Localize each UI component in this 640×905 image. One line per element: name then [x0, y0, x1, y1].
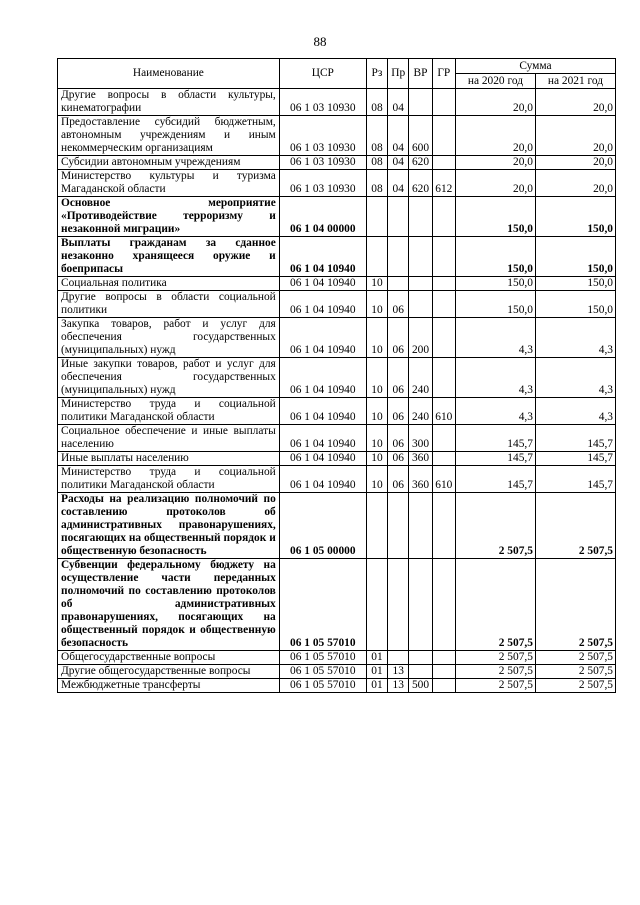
- row-csr-cell: 06 1 04 00000: [279, 197, 366, 237]
- row-pr-cell: 04: [388, 156, 409, 170]
- row-2020-cell: 20,0: [455, 116, 535, 156]
- table-row: [58, 679, 616, 693]
- row-rz-cell: 08: [366, 89, 387, 116]
- row-vr-cell: 300: [409, 425, 432, 452]
- row-csr-cell: 06 1 04 10940: [279, 277, 366, 291]
- row-gr-cell: [432, 665, 455, 679]
- table-row: [58, 452, 616, 466]
- row-csr-cell: 06 1 04 10940: [279, 466, 366, 493]
- row-rz-cell: 08: [366, 116, 387, 156]
- row-csr-cell: 06 1 04 10940: [279, 237, 366, 277]
- row-name-cell: Субсидии автономным учреждениям: [58, 156, 280, 170]
- row-2020-cell: 150,0: [455, 277, 535, 291]
- row-vr-cell: [409, 89, 432, 116]
- header-vr: ВР: [409, 59, 432, 89]
- row-pr-cell: 04: [388, 116, 409, 156]
- row-2020-cell: 2 507,5: [455, 665, 535, 679]
- row-pr-cell: 06: [388, 398, 409, 425]
- row-csr-cell: 06 1 05 57010: [279, 651, 366, 665]
- header-pr: Пр: [388, 59, 409, 89]
- row-pr-cell: [388, 197, 409, 237]
- row-vr-cell: [409, 559, 432, 651]
- row-vr-cell: 500: [409, 679, 432, 693]
- row-2021-cell: 20,0: [535, 156, 615, 170]
- row-2020-cell: 4,3: [455, 358, 535, 398]
- row-name-cell: Иные выплаты населению: [58, 452, 280, 466]
- row-pr-cell: 06: [388, 358, 409, 398]
- row-gr-cell: [432, 116, 455, 156]
- row-pr-cell: 13: [388, 679, 409, 693]
- row-gr-cell: [432, 559, 455, 651]
- page-number: 88: [313, 34, 327, 49]
- row-gr-cell: [432, 651, 455, 665]
- header-name: Наименование: [58, 59, 280, 89]
- row-pr-cell: 06: [388, 466, 409, 493]
- table-row: [58, 277, 616, 291]
- row-2020-cell: 20,0: [455, 170, 535, 197]
- row-pr-cell: [388, 493, 409, 559]
- row-rz-cell: [366, 493, 387, 559]
- row-2020-cell: 4,3: [455, 318, 535, 358]
- row-name-cell: Министерство труда и социальной политики Магаданской области: [58, 466, 280, 493]
- table-row: [58, 89, 616, 116]
- row-rz-cell: [366, 559, 387, 651]
- row-gr-cell: [432, 89, 455, 116]
- row-gr-cell: 610: [432, 466, 455, 493]
- row-csr-cell: 06 1 05 57010: [279, 679, 366, 693]
- row-vr-cell: [409, 291, 432, 318]
- row-2021-cell: 150,0: [535, 291, 615, 318]
- row-vr-cell: 200: [409, 318, 432, 358]
- table-row: [58, 651, 616, 665]
- row-csr-cell: 06 1 03 10930: [279, 116, 366, 156]
- row-rz-cell: 08: [366, 170, 387, 197]
- table-row: [58, 425, 616, 452]
- table-row: [58, 170, 616, 197]
- row-csr-cell: 06 1 05 57010: [279, 559, 366, 651]
- row-2020-cell: 2 507,5: [455, 493, 535, 559]
- row-gr-cell: [432, 358, 455, 398]
- row-2020-cell: 150,0: [455, 197, 535, 237]
- row-2021-cell: 150,0: [535, 237, 615, 277]
- row-2020-cell: 4,3: [455, 398, 535, 425]
- header-sum: Сумма: [455, 59, 615, 74]
- row-2020-cell: 20,0: [455, 89, 535, 116]
- row-2021-cell: 145,7: [535, 452, 615, 466]
- row-csr-cell: 06 1 03 10930: [279, 89, 366, 116]
- row-rz-cell: 10: [366, 291, 387, 318]
- row-2020-cell: 2 507,5: [455, 651, 535, 665]
- header-gr: ГР: [432, 59, 455, 89]
- row-2020-cell: 145,7: [455, 425, 535, 452]
- row-pr-cell: 06: [388, 318, 409, 358]
- table-row: [58, 466, 616, 493]
- row-name-cell: Основное мероприятие «Противодействие терроризму и незаконной миграции»: [58, 197, 280, 237]
- row-2020-cell: 2 507,5: [455, 679, 535, 693]
- row-gr-cell: [432, 156, 455, 170]
- row-2021-cell: 2 507,5: [535, 559, 615, 651]
- row-name-cell: Общегосударственные вопросы: [58, 651, 280, 665]
- row-csr-cell: 06 1 03 10930: [279, 170, 366, 197]
- row-2020-cell: 145,7: [455, 452, 535, 466]
- row-name-cell: Субвенции федеральному бюджету на осуществление части переданных полномочий по составлению протоколов об административных правонарушениях, посягающих на общественный порядок и общественную безопасность: [58, 559, 280, 651]
- row-vr-cell: [409, 197, 432, 237]
- row-2021-cell: 4,3: [535, 398, 615, 425]
- row-gr-cell: [432, 318, 455, 358]
- row-gr-cell: [432, 425, 455, 452]
- table-row: [58, 291, 616, 318]
- row-pr-cell: 04: [388, 170, 409, 197]
- row-gr-cell: [432, 291, 455, 318]
- row-rz-cell: 10: [366, 358, 387, 398]
- row-name-cell: Расходы на реализацию полномочий по составлению протоколов об административных правонарушениях, посягающих на общественный порядок и общественную безопасность: [58, 493, 280, 559]
- row-vr-cell: 240: [409, 358, 432, 398]
- row-rz-cell: 01: [366, 679, 387, 693]
- row-gr-cell: [432, 237, 455, 277]
- row-vr-cell: [409, 493, 432, 559]
- row-csr-cell: 06 1 04 10940: [279, 452, 366, 466]
- table-row: [58, 197, 616, 237]
- row-rz-cell: 10: [366, 466, 387, 493]
- header-csr: ЦСР: [279, 59, 366, 89]
- row-2020-cell: 20,0: [455, 156, 535, 170]
- row-gr-cell: [432, 277, 455, 291]
- row-2020-cell: 150,0: [455, 291, 535, 318]
- row-rz-cell: 01: [366, 665, 387, 679]
- row-name-cell: Социальное обеспечение и иные выплаты населению: [58, 425, 280, 452]
- row-2020-cell: 150,0: [455, 237, 535, 277]
- row-name-cell: Другие вопросы в области социальной политики: [58, 291, 280, 318]
- row-2020-cell: 2 507,5: [455, 559, 535, 651]
- row-pr-cell: [388, 651, 409, 665]
- row-name-cell: Выплаты гражданам за сданное незаконно хранящееся оружие и боеприпасы: [58, 237, 280, 277]
- table-row: [58, 559, 616, 651]
- row-name-cell: Иные закупки товаров, работ и услуг для обеспечения государственных (муниципальных) нужд: [58, 358, 280, 398]
- row-rz-cell: 10: [366, 398, 387, 425]
- row-vr-cell: [409, 651, 432, 665]
- row-pr-cell: [388, 559, 409, 651]
- table-row: [58, 318, 616, 358]
- row-vr-cell: 360: [409, 452, 432, 466]
- row-rz-cell: [366, 237, 387, 277]
- row-csr-cell: 06 1 04 10940: [279, 318, 366, 358]
- row-pr-cell: 06: [388, 425, 409, 452]
- table-row: [58, 237, 616, 277]
- row-2021-cell: 2 507,5: [535, 679, 615, 693]
- row-gr-cell: [432, 452, 455, 466]
- row-2021-cell: 4,3: [535, 358, 615, 398]
- row-rz-cell: 01: [366, 651, 387, 665]
- row-name-cell: Межбюджетные трансферты: [58, 679, 280, 693]
- row-csr-cell: 06 1 05 00000: [279, 493, 366, 559]
- row-2021-cell: 2 507,5: [535, 651, 615, 665]
- row-2021-cell: 150,0: [535, 197, 615, 237]
- row-csr-cell: 06 1 05 57010: [279, 665, 366, 679]
- row-pr-cell: 13: [388, 665, 409, 679]
- row-csr-cell: 06 1 04 10940: [279, 291, 366, 318]
- row-name-cell: Министерство труда и социальной политики Магаданской области: [58, 398, 280, 425]
- header-2020: на 2020 год: [455, 74, 535, 89]
- row-vr-cell: [409, 237, 432, 277]
- row-vr-cell: 620: [409, 170, 432, 197]
- row-gr-cell: [432, 197, 455, 237]
- table-row: [58, 398, 616, 425]
- row-gr-cell: [432, 679, 455, 693]
- row-rz-cell: 10: [366, 277, 387, 291]
- row-name-cell: Закупка товаров, работ и услуг для обеспечения государственных (муниципальных) нужд: [58, 318, 280, 358]
- row-name-cell: Другие общегосударственные вопросы: [58, 665, 280, 679]
- row-2021-cell: 4,3: [535, 318, 615, 358]
- row-vr-cell: 600: [409, 116, 432, 156]
- row-csr-cell: 06 1 04 10940: [279, 425, 366, 452]
- row-name-cell: Другие вопросы в области культуры, кинематографии: [58, 89, 280, 116]
- header-rz: Рз: [366, 59, 387, 89]
- row-rz-cell: 10: [366, 452, 387, 466]
- row-vr-cell: [409, 277, 432, 291]
- row-vr-cell: 620: [409, 156, 432, 170]
- row-gr-cell: 612: [432, 170, 455, 197]
- row-csr-cell: 06 1 04 10940: [279, 398, 366, 425]
- row-rz-cell: 10: [366, 425, 387, 452]
- row-pr-cell: [388, 277, 409, 291]
- budget-table: [57, 58, 616, 693]
- row-2021-cell: 20,0: [535, 89, 615, 116]
- row-2021-cell: 20,0: [535, 170, 615, 197]
- row-rz-cell: [366, 197, 387, 237]
- row-pr-cell: 06: [388, 452, 409, 466]
- table-row: [58, 116, 616, 156]
- row-pr-cell: 06: [388, 291, 409, 318]
- table-row: [58, 156, 616, 170]
- row-2021-cell: 150,0: [535, 277, 615, 291]
- row-csr-cell: 06 1 04 10940: [279, 358, 366, 398]
- row-rz-cell: 08: [366, 156, 387, 170]
- row-pr-cell: [388, 237, 409, 277]
- table-row: [58, 493, 616, 559]
- row-2021-cell: 2 507,5: [535, 665, 615, 679]
- row-gr-cell: [432, 493, 455, 559]
- row-2021-cell: 145,7: [535, 466, 615, 493]
- header-2021: на 2021 год: [535, 74, 615, 89]
- table-row: [58, 665, 616, 679]
- row-name-cell: Предоставление субсидий бюджетным, автономным учреждениям и иным некоммерческим организациям: [58, 116, 280, 156]
- row-name-cell: Министерство культуры и туризма Магаданской области: [58, 170, 280, 197]
- row-vr-cell: [409, 665, 432, 679]
- row-rz-cell: 10: [366, 318, 387, 358]
- row-name-cell: Социальная политика: [58, 277, 280, 291]
- row-2021-cell: 2 507,5: [535, 493, 615, 559]
- row-vr-cell: 240: [409, 398, 432, 425]
- row-csr-cell: 06 1 03 10930: [279, 156, 366, 170]
- row-gr-cell: 610: [432, 398, 455, 425]
- table-row: [58, 358, 616, 398]
- row-2021-cell: 20,0: [535, 116, 615, 156]
- row-vr-cell: 360: [409, 466, 432, 493]
- row-pr-cell: 04: [388, 89, 409, 116]
- row-2020-cell: 145,7: [455, 466, 535, 493]
- row-2021-cell: 145,7: [535, 425, 615, 452]
